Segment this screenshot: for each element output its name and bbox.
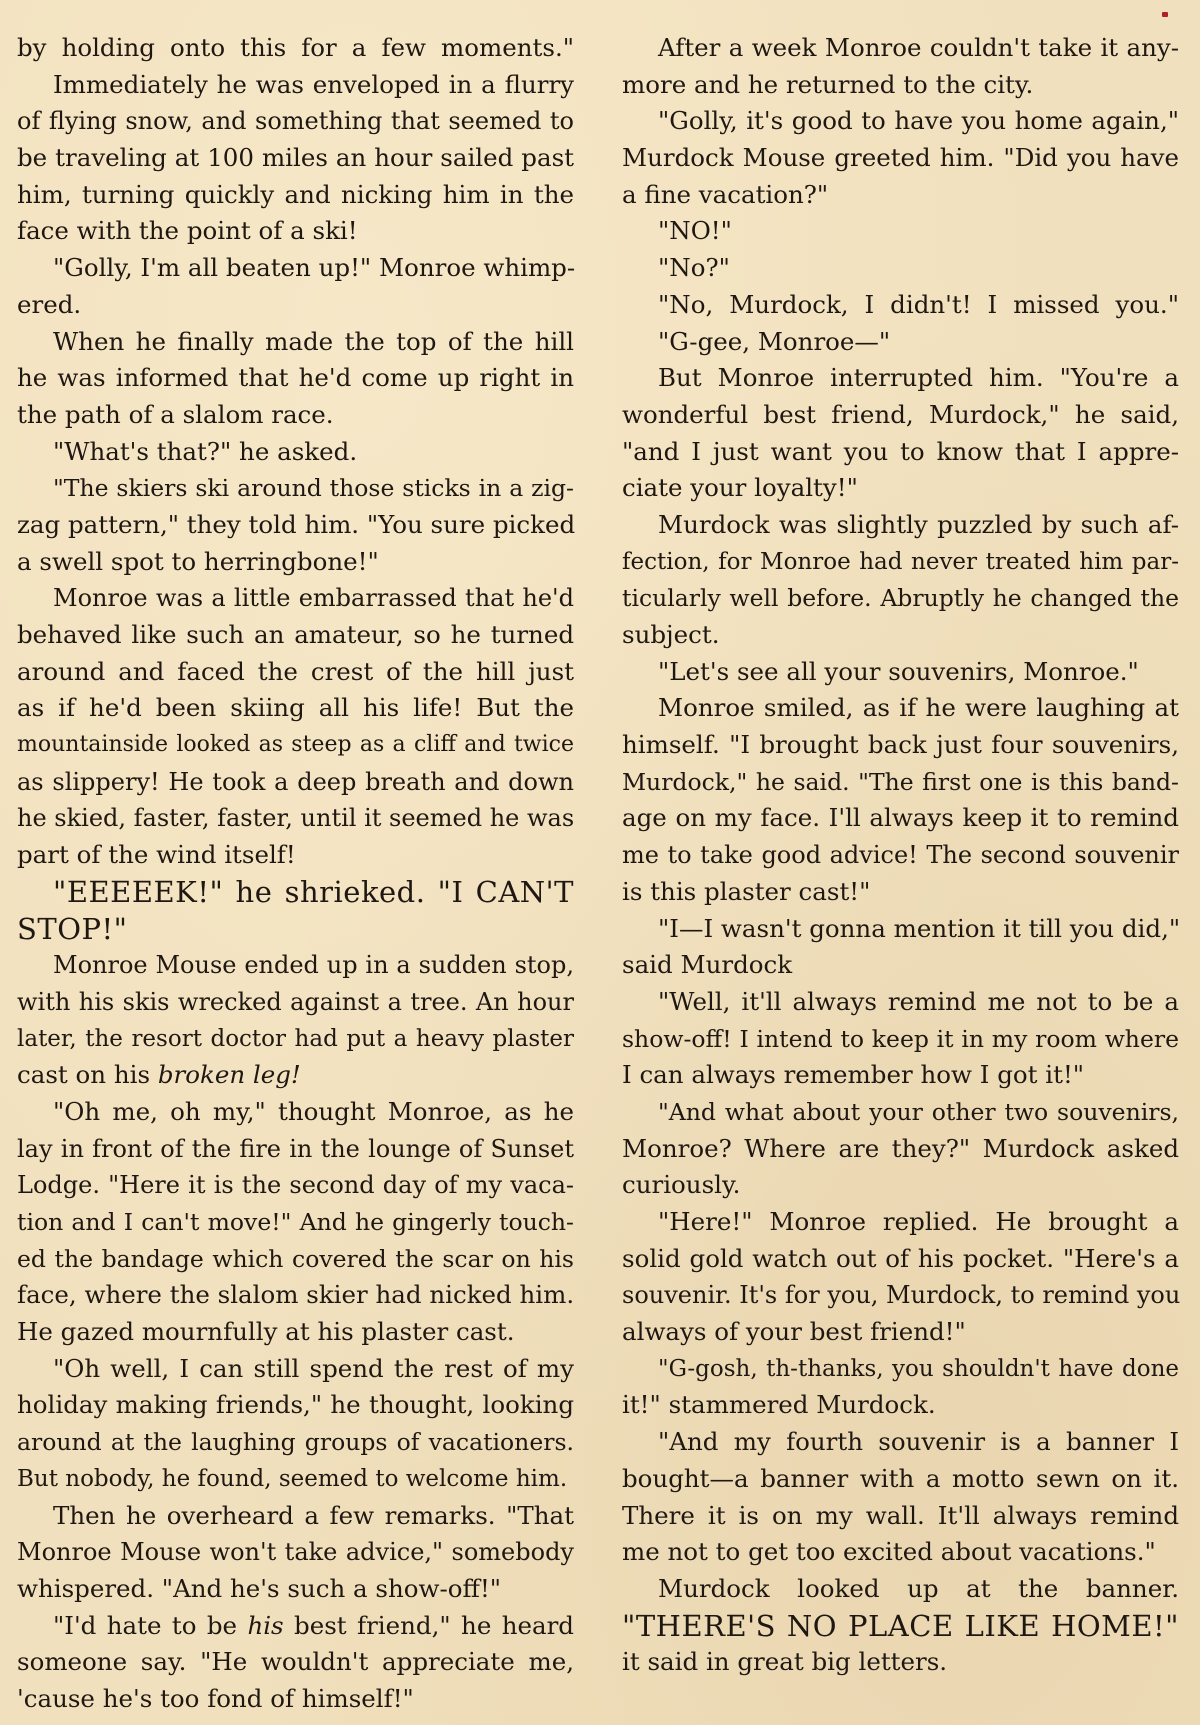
text-line: always of your best friend!" <box>622 1317 966 1347</box>
text-line: Lodge. "Here it is the second day of my vaca- <box>17 1171 574 1200</box>
text-segment: "I'd hate to be <box>53 1610 248 1640</box>
text-line <box>17 1057 574 1094</box>
text-line: Immediately he was enveloped in a flurry <box>53 69 574 99</box>
text-line: "Here!" Monroe replied. He brought a <box>658 1207 1179 1236</box>
text-line: more and he returned to the city. <box>622 69 1034 99</box>
text-line: ciate your loyalty!" <box>622 473 858 503</box>
text-line: wonderful best friend, Murdock," he said, <box>622 399 1179 429</box>
text-line: Monroe was a little embarrassed that he'd <box>53 584 574 613</box>
text-line: "Well, it'll always remind me not to be a <box>658 986 1179 1016</box>
text-line: by holding onto this for a few moments." <box>17 33 574 62</box>
text-line: "G-gee, Monroe—" <box>658 326 891 356</box>
text-line: But nobody, he found, seemed to welcome him. <box>17 1465 568 1492</box>
text-line: tion and I can't move!" And he gingerly touch- <box>17 1208 574 1236</box>
left-text-column <box>17 30 574 1718</box>
text-line: souvenir. It's for you, Murdock, to remind you <box>622 1281 1181 1310</box>
text-line: ered. <box>17 289 82 319</box>
text-line: "Golly, it's good to have you home again," <box>658 106 1179 136</box>
text-line: ed the bandage which covered the scar on his <box>17 1244 574 1273</box>
text-line: mountainside looked as steep as a cliff and twice <box>17 732 574 758</box>
text-line: After a week Monroe couldn't take it any- <box>658 33 1179 62</box>
text-line: 'cause he's too fond of himself!" <box>17 1683 414 1713</box>
text-line: "Golly, I'm all beaten up!" Monroe whimp- <box>53 253 576 283</box>
text-line: me not to get too excited about vacations." <box>622 1537 1156 1567</box>
text-line: "And what about your other two souvenirs, <box>658 1097 1179 1126</box>
text-segment: cast on his <box>17 1060 158 1090</box>
text-line: Murdock looked up at the banner. <box>658 1573 1179 1603</box>
text-line: as slippery! He took a deep breath and down <box>17 767 574 796</box>
text-line: Monroe? Where are they?" Murdock asked <box>622 1133 1179 1163</box>
text-line: "No, Murdock, I didn't! I missed you." <box>658 289 1179 319</box>
text-line <box>17 1608 574 1645</box>
text-line: around at the laughing groups of vacationers. <box>17 1428 574 1457</box>
text-line: I can always remember how I got it!" <box>622 1060 1085 1090</box>
text-line: Monroe smiled, as if he were laughing at <box>658 693 1179 723</box>
text-line: behaved like such an amateur, so he turned <box>17 620 574 649</box>
text-line: he was informed that he'd come up right in <box>17 363 574 393</box>
text-line: "No?" <box>658 253 730 283</box>
text-segment: best friend," he heard <box>283 1610 574 1640</box>
text-line: subject. <box>622 620 720 649</box>
text-line: "NO!" <box>658 216 732 246</box>
text-line: holiday making friends," he thought, looking <box>17 1390 574 1420</box>
text-line: Monroe Mouse ended up in a sudden stop, <box>53 951 574 980</box>
text-line: is this plaster cast!" <box>622 876 871 906</box>
text-line: a swell spot to herringbone!" <box>17 546 379 576</box>
text-line: Monroe Mouse won't take advice," somebody <box>17 1538 574 1567</box>
text-line: "Oh well, I can still spend the rest of my <box>53 1353 574 1383</box>
text-line: me to take good advice! The second souvenir <box>622 841 1179 870</box>
text-line: face with the point of a ski! <box>17 216 358 246</box>
text-line: the path of a slalom race. <box>17 399 334 429</box>
text-line: "The skiers ski around those sticks in a zig- <box>53 474 574 503</box>
text-line: Murdock Mouse greeted him. "Did you have <box>622 143 1179 173</box>
text-line: him, turning quickly and nicking him in the <box>17 179 574 209</box>
text-line: as if he'd been skiing all his life! But the <box>17 693 574 723</box>
text-line: Murdock was slightly puzzled by such af- <box>658 509 1179 539</box>
text-line: "and I just want you to know that I appre- <box>622 436 1179 466</box>
text-line: fection, for Monroe had never treated him par- <box>622 548 1179 575</box>
text-line: "THERE'S NO PLACE LIKE HOME!" <box>622 1608 1179 1643</box>
text-line: "EEEEEK!" he shrieked. "I CAN'T <box>53 874 574 909</box>
text-line: lay in front of the fire in the lounge of Sunset <box>17 1134 574 1163</box>
text-line: around and faced the crest of the hill just <box>17 656 574 686</box>
text-line: "And my fourth souvenir is a banner I <box>658 1427 1179 1457</box>
text-line: "G-gosh, th-thanks, you shouldn't have done <box>658 1355 1179 1382</box>
text-line: "Let's see all your souvenirs, Monroe." <box>658 656 1139 686</box>
text-line: STOP!" <box>17 911 128 946</box>
text-line: part of the wind itself! <box>17 840 296 870</box>
text-line: ticularly well before. Abruptly he changed the <box>622 584 1179 613</box>
text-line: Murdock," he said. "The first one is this band- <box>622 767 1179 796</box>
text-line: solid gold watch out of his pocket. "Here's a <box>622 1243 1179 1273</box>
text-line: zag pattern," they told him. "You sure picked <box>17 509 576 539</box>
text-line: "What's that?" he asked. <box>53 436 358 466</box>
text-line: face, where the slalom skier had nicked him. <box>17 1280 575 1310</box>
page-corner-mark <box>1162 12 1168 17</box>
text-line: with his skis wrecked against a tree. An hour <box>17 987 574 1016</box>
text-line: age on my face. I'll always keep it to remind <box>622 803 1179 833</box>
text-line: whispered. "And he's such a show-off!" <box>17 1573 502 1603</box>
text-line: There it is on my wall. It'll always remind <box>622 1500 1179 1530</box>
text-line: said Murdock <box>622 950 793 980</box>
text-line: later, the resort doctor had put a heavy plaster <box>17 1025 574 1052</box>
text-line: a fine vacation?" <box>622 179 829 209</box>
text-line: "I—I wasn't gonna mention it till you did," <box>658 913 1181 943</box>
column-divider <box>596 28 597 1698</box>
text-line: of flying snow, and something that seemed to <box>17 107 574 136</box>
text-line: Then he overheard a few remarks. "That <box>53 1500 574 1530</box>
text-line: When he finally made the top of the hill <box>53 326 574 356</box>
text-line: someone say. "He wouldn't appreciate me, <box>17 1647 574 1677</box>
text-line: curiously. <box>622 1170 741 1200</box>
text-line: "Oh me, oh my," thought Monroe, as he <box>53 1096 574 1126</box>
text-line: he skied, faster, faster, until it seemed he was <box>17 804 575 833</box>
italic-text: his <box>247 1610 284 1640</box>
text-line: it said in great big letters. <box>622 1647 948 1677</box>
right-text-column <box>622 30 1179 1681</box>
text-line: He gazed mournfully at his plaster cast. <box>17 1317 515 1347</box>
text-line: it!" stammered Murdock. <box>622 1390 936 1420</box>
text-line: show-off! I intend to keep it in my room where <box>622 1024 1179 1053</box>
text-line: bought—a banner with a motto sewn on it. <box>622 1463 1179 1493</box>
text-line: be traveling at 100 miles an hour sailed past <box>17 143 574 173</box>
text-line: But Monroe interrupted him. "You're a <box>658 363 1179 393</box>
italic-text: broken leg! <box>157 1060 301 1090</box>
text-line: himself. "I brought back just four souvenirs, <box>622 730 1179 760</box>
